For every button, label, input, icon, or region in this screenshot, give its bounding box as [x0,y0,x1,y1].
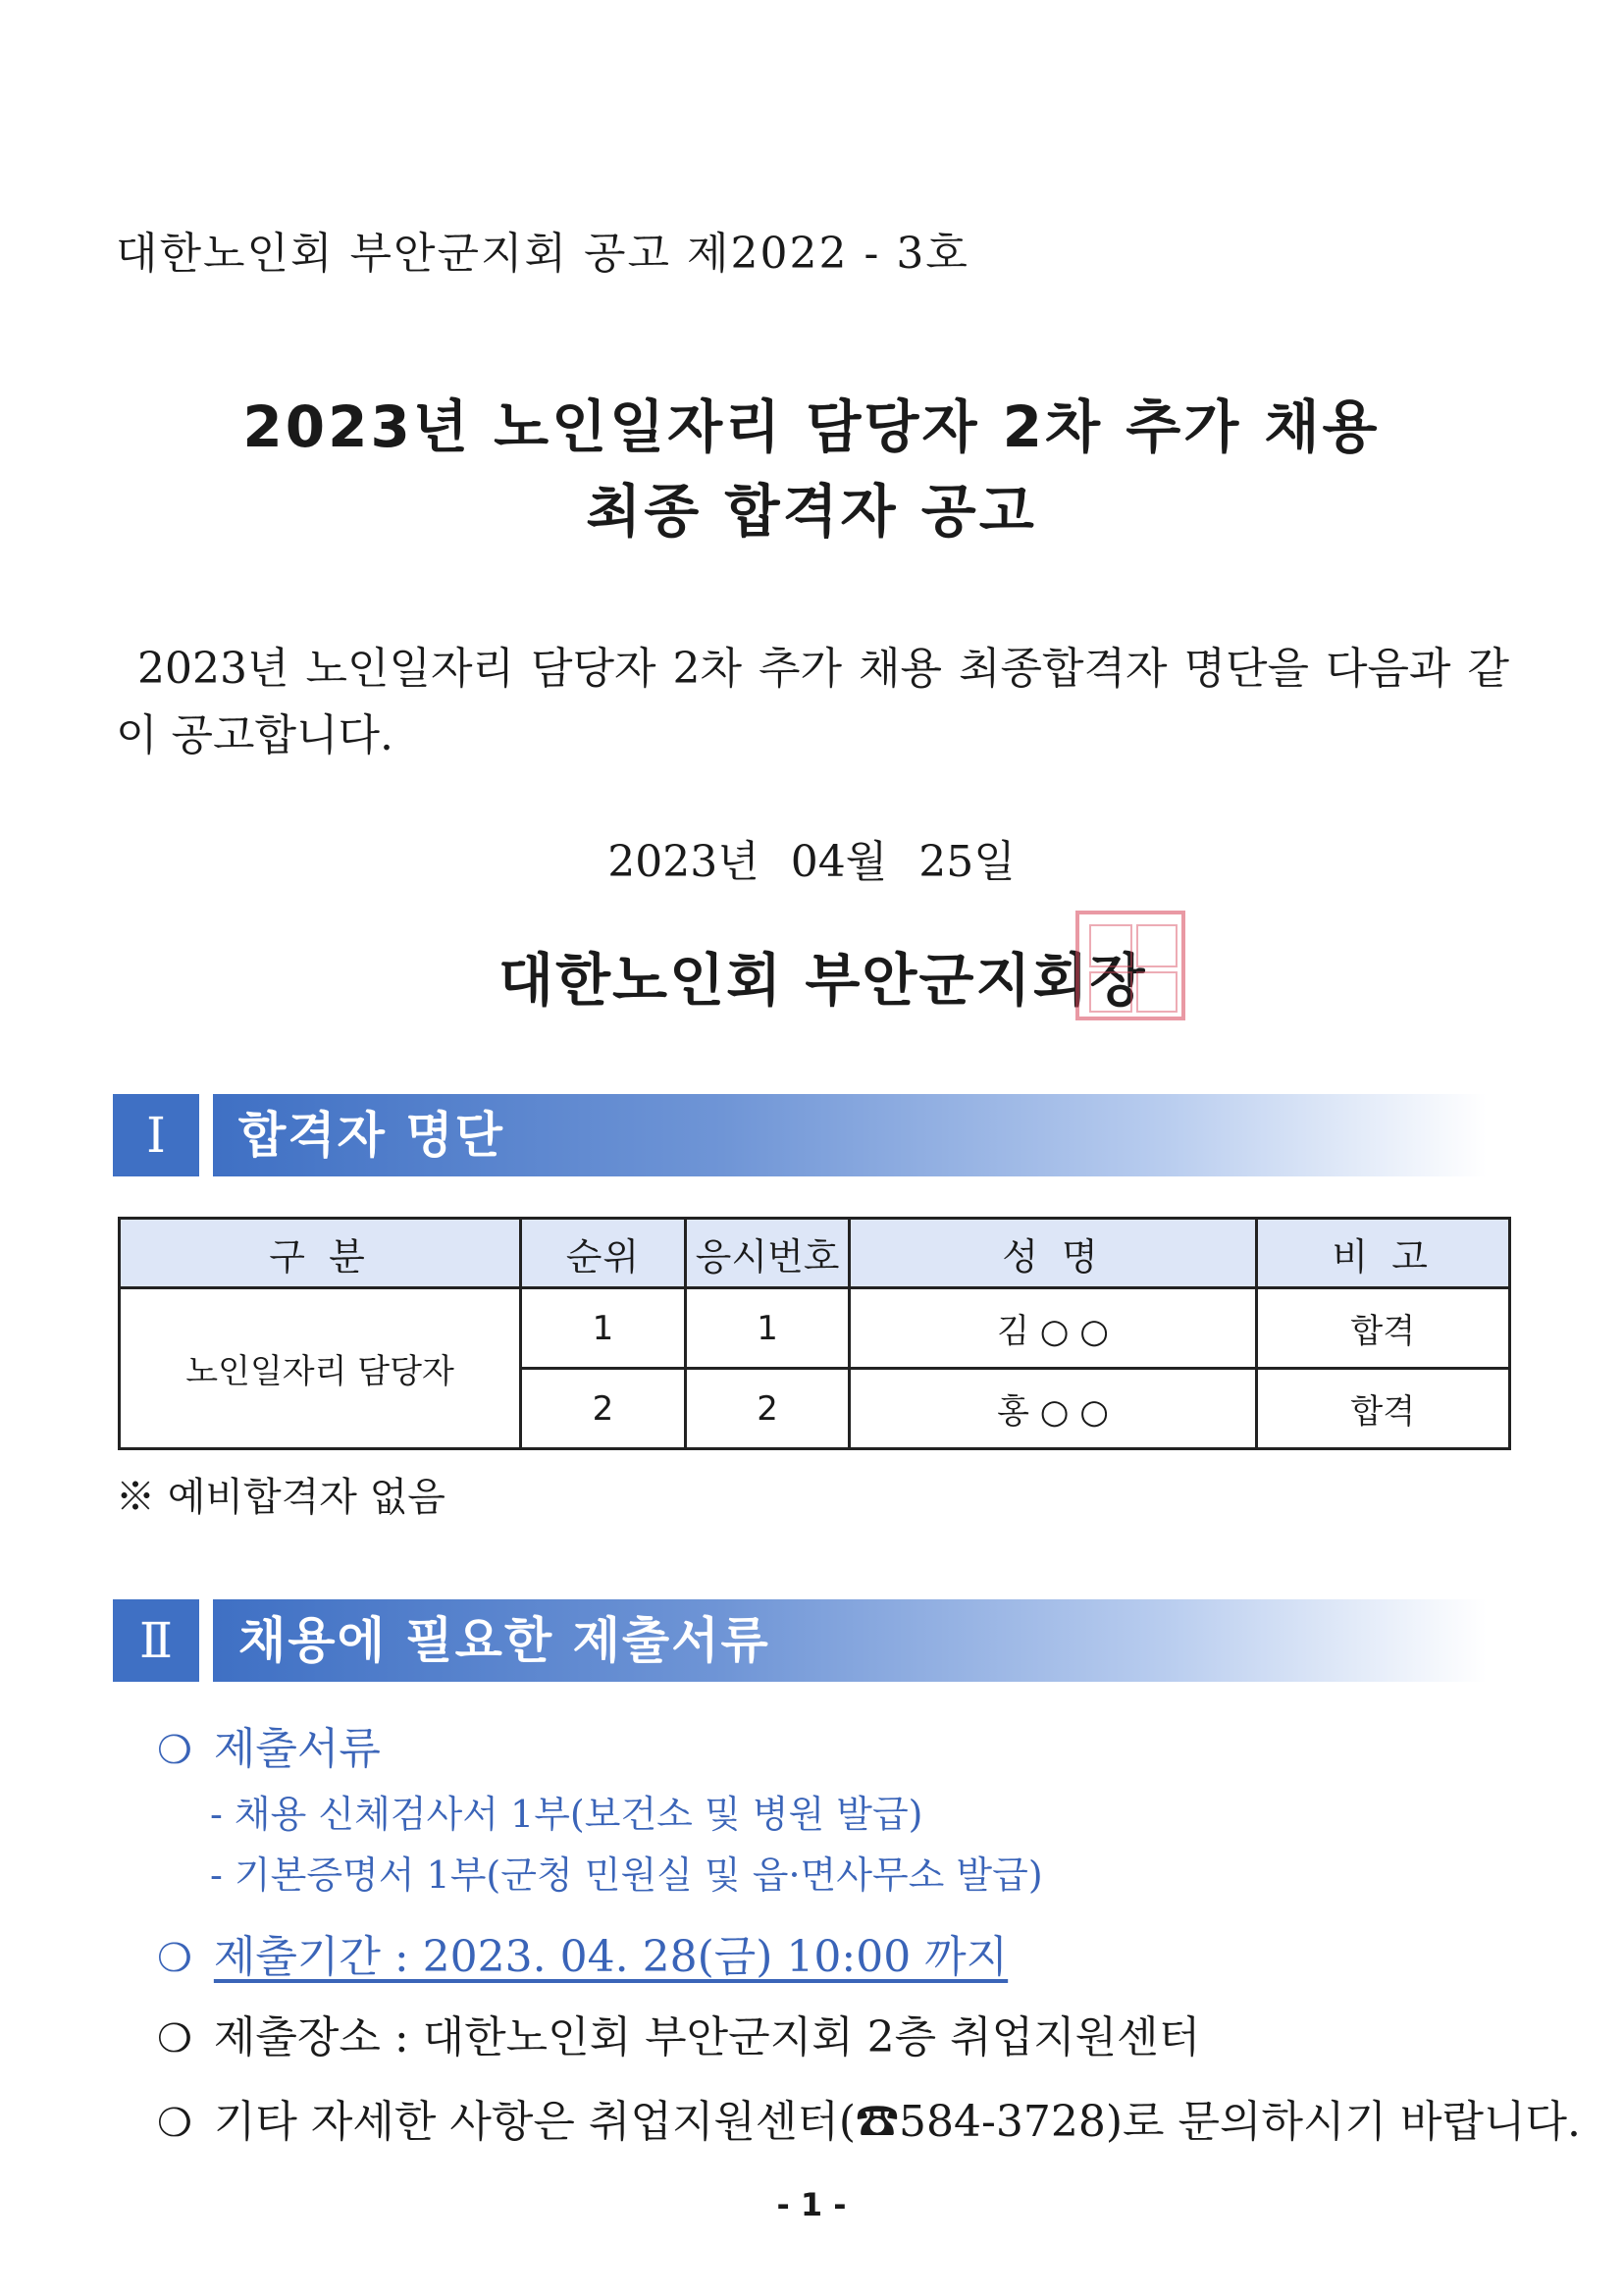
section-2-number: Ⅱ [113,1599,199,1682]
successful-applicants-table [118,1217,1511,1450]
documents-label: 제출서류 [213,1724,381,1774]
section-1-header [113,1094,1487,1176]
name-cell: 김 ○ ○ [850,1288,1256,1369]
section-1-number: Ⅰ [113,1094,199,1176]
official-seal-stamp [1075,911,1185,1020]
table-header-row [120,1219,1510,1288]
announcement-date: 2023년 04월 25일 [607,837,1016,887]
header-rank: 순위 [521,1219,686,1288]
documents-item [157,1713,381,1776]
notice-number: 대한노인회 부안군지회 공고 제2022 - 3호 [116,229,969,279]
place-item [157,2002,1200,2064]
exam-number-cell: 1 [685,1288,850,1369]
section-2-header [113,1599,1487,1682]
circle-bullet-icon: ❍ [157,1728,192,1773]
table-row [120,1288,1510,1369]
exam-number-cell: 2 [685,1369,850,1449]
page-number: - 1 - [776,2186,847,2223]
contact-text: 기타 자세한 사항은 취업지원센터(☎584-3728)로 문의하시기 바랍니다. [213,2097,1582,2147]
title-line-1: 2023년 노인일자리 담당자 2차 추가 채용 [242,393,1381,460]
header-category: 구 분 [120,1219,521,1288]
document-line-1: - 채용 신체검사서 1부(보건소 및 병원 발급) [210,1793,923,1836]
document-line-2: - 기본증명서 1부(군청 민원실 및 읍·면사무소 발급) [210,1853,1043,1897]
deadline-item [157,1921,1008,1984]
header-exam-number: 응시번호 [685,1219,850,1288]
rank-cell: 1 [521,1288,686,1369]
reserve-note: ※ 예비합격자 없음 [116,1475,445,1520]
title-line-2: 최종 합격자 공고 [586,478,1037,545]
circle-bullet-icon: ❍ [157,2016,192,2061]
intro-paragraph: 2023년 노인일자리 담당자 2차 추가 채용 최종합격자 명단을 다음과 같이 공고합니다. [116,644,1509,760]
place-text: 제출장소 : 대한노인회 부안군지회 2층 취업지원센터 [213,2012,1201,2062]
category-cell: 노인일자리 담당자 [120,1288,521,1449]
remark-cell: 합격 [1256,1288,1510,1369]
header-name: 성 명 [850,1219,1256,1288]
circle-bullet-icon: ❍ [157,1936,192,1981]
section-1-title: 합격자 명단 [238,1107,504,1164]
issuer-name: 대한노인회 부안군지회장 [498,947,1147,1014]
header-remark: 비 고 [1256,1219,1510,1288]
rank-cell: 2 [521,1369,686,1449]
contact-item [157,2086,1581,2149]
deadline-text: 제출기간 : 2023. 04. 28(금) 10:00 까지 [213,1932,1009,1982]
name-cell: 홍 ○ ○ [850,1369,1256,1449]
remark-cell: 합격 [1256,1369,1510,1449]
section-2-title: 채용에 필요한 제출서류 [238,1612,770,1669]
circle-bullet-icon: ❍ [157,2101,192,2146]
